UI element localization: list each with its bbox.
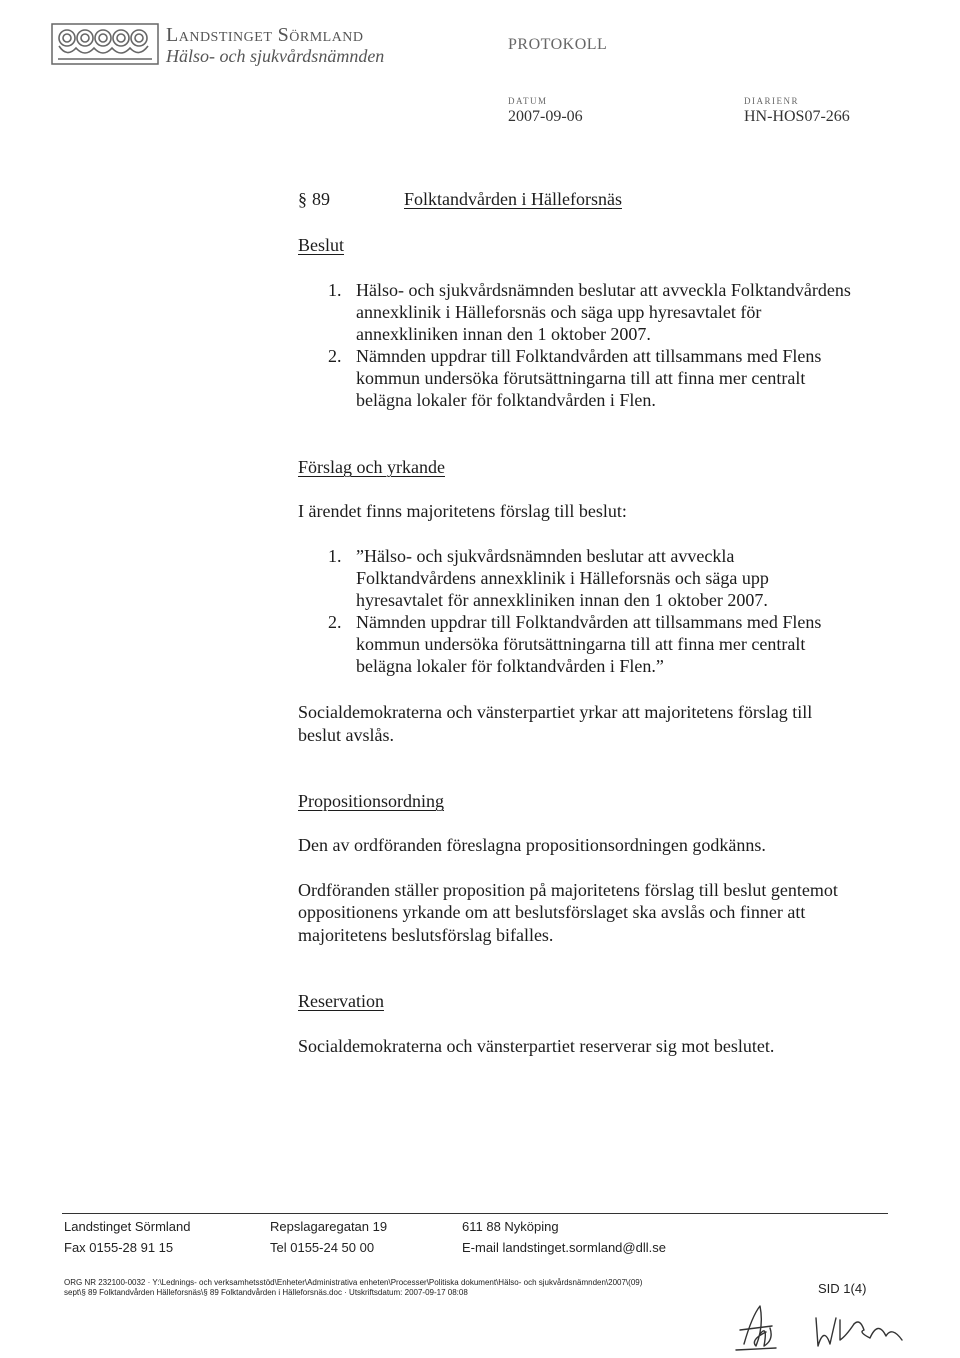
footer-postal: 611 88 Nyköping xyxy=(462,1219,559,1234)
beslut-heading: Beslut xyxy=(298,235,345,255)
footer-org: Landstinget Sörmland xyxy=(64,1219,191,1234)
paragraph-number: 89 xyxy=(312,189,330,209)
landstinget-crown-logo xyxy=(50,22,160,66)
yrkande-line-2: beslut avslås. xyxy=(298,725,394,745)
footer-divider xyxy=(62,1213,888,1214)
propositionsordning-para-2-line-3: majoritetens beslutsförslag bifalles. xyxy=(298,925,554,945)
footer-file-path-line-1: ORG NR 232100-0032 · Y:\Lednings- och verksamhetsstöd\Enheter\Administrativa enheten\Processer\Politiska dokument\Hälso- och sjukvårdsnämnden\2007\(09) xyxy=(64,1278,643,1287)
beslut-item-1-number: 1. xyxy=(328,280,342,300)
yrkande-line-1: Socialdemokraterna och vänsterpartiet yrkar att majoritetens förslag till xyxy=(298,702,813,722)
beslut-item-1-line-3: annexkliniken innan den 1 oktober 2007. xyxy=(356,324,651,344)
paragraph-symbol: § xyxy=(298,189,307,209)
forslag-item-2-line-2: kommun undersöka förutsättningarna till att finna mer centralt xyxy=(356,634,806,654)
forslag-item-2-number: 2. xyxy=(328,612,342,632)
diarienr-label: DIARIENR xyxy=(744,96,799,106)
reservation-text: Socialdemokraterna och vänsterpartiet reserverar sig mot beslutet. xyxy=(298,1036,775,1056)
footer-fax: Fax 0155-28 91 15 xyxy=(64,1240,174,1255)
forslag-item-2-line-3: belägna lokaler för folktandvården i Flen.” xyxy=(356,656,664,676)
beslut-item-2-line-3: belägna lokaler för folktandvården i Flen. xyxy=(356,390,656,410)
propositionsordning-para-1: Den av ordföranden föreslagna propositionsordningen godkänns. xyxy=(298,835,766,855)
footer-file-path-line-2: sept\§ 89 Folktandvården Hälleforsnäs\§ 89 Folktandvården i Hälleforsnäs.doc · Utskriftsdatum: 2007-09-17 08:08 xyxy=(64,1288,468,1297)
propositionsordning-heading: Propositionsordning xyxy=(298,791,445,811)
beslut-item-1-line-2: annexklinik i Hälleforsnäs och säga upp hyresavtalet för xyxy=(356,302,762,322)
beslut-item-2-line-1: Nämnden uppdrar till Folktandvården att tillsammans med Flens xyxy=(356,346,822,366)
propositionsordning-para-2-line-1: Ordföranden ställer proposition på majoritetens förslag till beslut gentemot xyxy=(298,880,838,900)
forslag-intro: I ärendet finns majoritetens förslag till beslut: xyxy=(298,501,627,521)
forslag-item-1-line-2: Folktandvårdens annexklinik i Hälleforsnäs och säga upp xyxy=(356,568,769,588)
paragraph-title: Folktandvården i Hälleforsnäs xyxy=(404,189,622,209)
page-number: SID 1(4) xyxy=(818,1281,867,1296)
forslag-item-1-number: 1. xyxy=(328,546,342,566)
diarienr-value: HN-HOS07-266 xyxy=(744,108,850,125)
org-subtitle: Hälso- och sjukvårdsnämnden xyxy=(166,46,385,66)
forslag-heading: Förslag och yrkande xyxy=(298,457,445,477)
date-value: 2007-09-06 xyxy=(508,108,583,125)
footer-email: E-mail landstinget.sormland@dll.se xyxy=(462,1240,666,1255)
propositionsordning-para-2-line-2: oppositionens yrkande om att beslutsförslaget ska avslås och finner att xyxy=(298,902,806,922)
footer-tel: Tel 0155-24 50 00 xyxy=(270,1240,375,1255)
date-label: DATUM xyxy=(508,96,548,106)
handwritten-signature xyxy=(730,1296,930,1356)
org-name-part2: Sörmland xyxy=(277,24,364,46)
document-type: PROTOKOLL xyxy=(508,36,608,53)
footer-address: Repslagaregatan 19 xyxy=(270,1219,388,1234)
forslag-item-2-line-1: Nämnden uppdrar till Folktandvården att tillsammans med Flens xyxy=(356,612,822,632)
org-name-part1: Landstinget xyxy=(166,24,273,46)
beslut-item-2-line-2: kommun undersöka förutsättningarna till att finna mer centralt xyxy=(356,368,806,388)
org-name xyxy=(166,24,364,47)
forslag-item-1-line-1: ”Hälso- och sjukvårdsnämnden beslutar att avveckla xyxy=(356,546,735,566)
beslut-item-1-line-1: Hälso- och sjukvårdsnämnden beslutar att avveckla Folktandvårdens xyxy=(356,280,851,300)
reservation-heading: Reservation xyxy=(298,991,384,1011)
beslut-item-2-number: 2. xyxy=(328,346,342,366)
forslag-item-1-line-3: hyresavtalet för annexkliniken innan den 1 oktober 2007. xyxy=(356,590,768,610)
